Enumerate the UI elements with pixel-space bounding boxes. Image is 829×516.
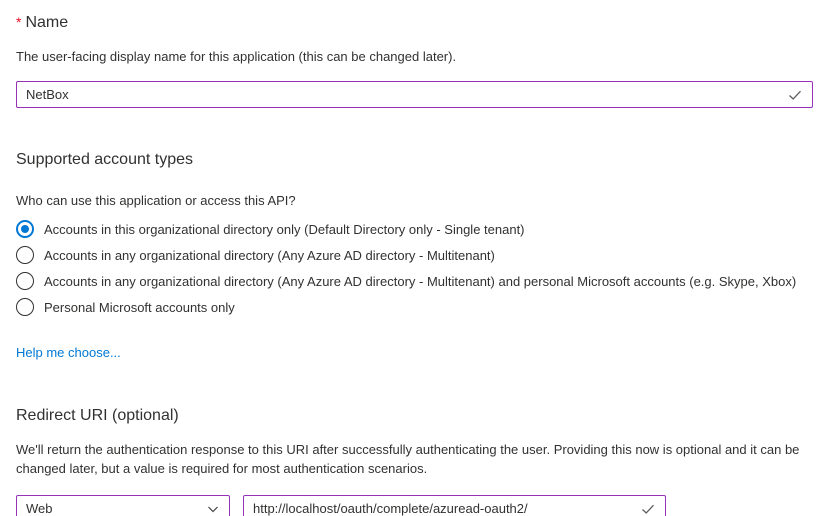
radio-option-label: Accounts in any organizational directory (Any Azure AD directory - Multitenant) and personal Microsoft accounts (e.g. Skype, Xbox) xyxy=(44,273,797,289)
radio-option-multitenant[interactable] xyxy=(16,242,813,268)
name-section-title xyxy=(16,12,813,33)
radio-option-multitenant-personal[interactable] xyxy=(16,268,813,294)
radio-option-label: Accounts in this organizational directory only (Default Directory only - Single tenant) xyxy=(44,221,525,237)
account-types-title: Supported account types xyxy=(16,151,194,168)
redirect-uri-input[interactable] xyxy=(243,495,666,516)
redirect-uri-description: We'll return the authentication response to this URI after successfully authenticating the user. Providing this now is optional and it can be changed later, but a value is required for most authentication scenarios. xyxy=(16,442,800,476)
name-title-text: Name xyxy=(25,14,69,31)
radio-button-icon xyxy=(16,246,34,264)
name-description: The user-facing display name for this application (this can be changed later). xyxy=(16,49,457,64)
radio-button-icon xyxy=(16,272,34,290)
name-input-value: NetBox xyxy=(26,87,69,102)
required-marker: * xyxy=(16,14,22,30)
redirect-uri-controls xyxy=(16,495,813,516)
radio-option-label: Accounts in any organizational directory (Any Azure AD directory - Multitenant) xyxy=(44,247,495,263)
radio-option-single-tenant[interactable] xyxy=(16,216,813,242)
name-input[interactable] xyxy=(16,81,813,108)
valid-check-icon xyxy=(640,501,656,516)
account-types-radio-group xyxy=(16,216,813,320)
radio-option-personal-only[interactable] xyxy=(16,294,813,320)
radio-button-icon xyxy=(16,298,34,316)
redirect-uri-value: http://localhost/oauth/complete/azuread-oauth2/ xyxy=(253,501,528,516)
help-me-choose-link[interactable]: Help me choose... xyxy=(16,345,121,360)
account-types-question: Who can use this application or access this API? xyxy=(16,193,296,208)
radio-option-label: Personal Microsoft accounts only xyxy=(44,299,235,315)
chevron-down-icon xyxy=(206,502,220,516)
platform-select-value: Web xyxy=(26,501,53,516)
redirect-uri-title: Redirect URI (optional) xyxy=(16,407,179,424)
platform-select-dropdown[interactable] xyxy=(16,495,230,516)
valid-check-icon xyxy=(787,87,803,103)
radio-button-icon xyxy=(16,220,34,238)
